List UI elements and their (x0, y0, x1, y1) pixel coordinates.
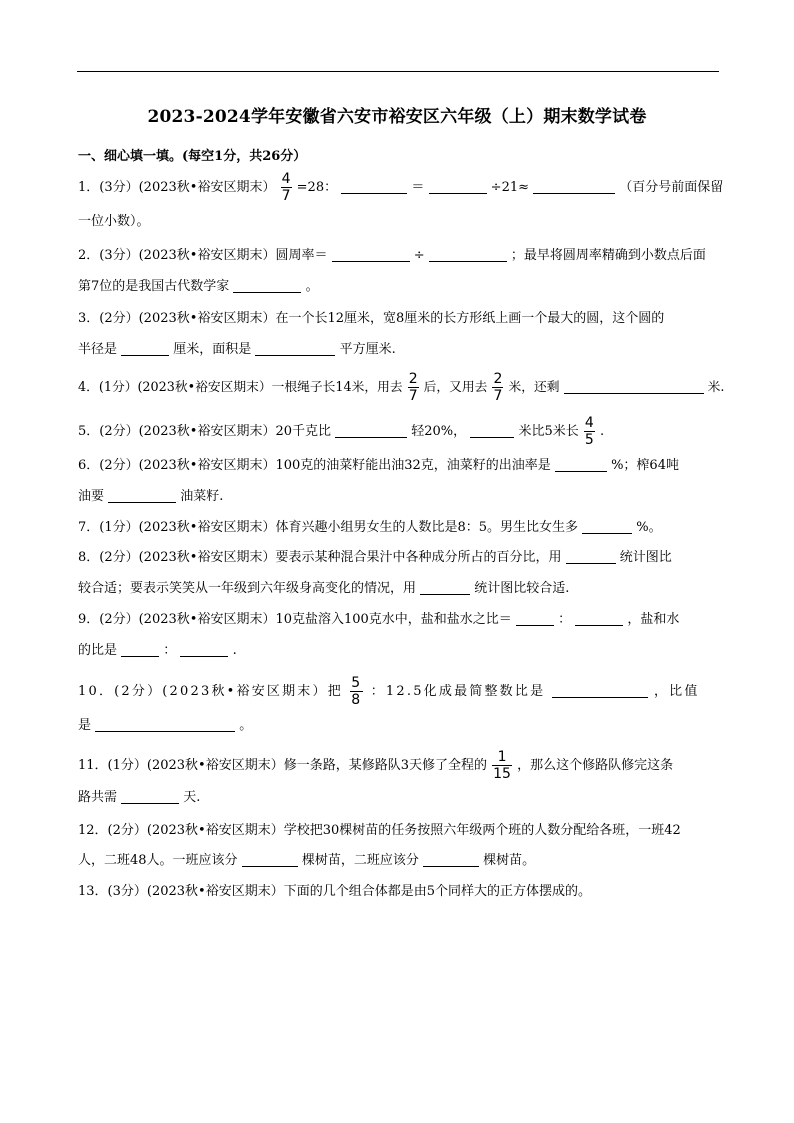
answer-blank[interactable] (533, 179, 615, 194)
fraction-2-7: $\frac{2}{7}$ (408, 371, 418, 404)
question-13-line-1: 13．(3分）(2023秋•裕安区期末）下面的几个组合体都是由5个同样大的正方体摆成的。 (78, 884, 591, 899)
question-8-line-1: 8．(2分）(2023秋•裕安区期末）要表示某种混合果汁中各种成分所占的百分比，用 统计图比 (78, 550, 672, 565)
answer-blank[interactable] (332, 247, 410, 262)
answer-blank[interactable] (420, 580, 470, 595)
fraction-4-5: $\frac{4}{5}$ (584, 415, 594, 448)
answer-blank[interactable] (95, 717, 235, 732)
question-12-line-1: 12．(2分）(2023秋•裕安区期末）学校把30棵树苗的任务按照六年级两个班的人数分配给各班，一班42 (78, 823, 681, 838)
answer-blank[interactable] (423, 852, 479, 867)
question-4-line-1: 4．(1分）(2023秋•裕安区期末）一根绳子长14米，用去 $\frac{2}{7}$ 后，又用去 $\frac{2}{7}$ 米，还剩 米. (78, 371, 725, 404)
answer-blank[interactable] (121, 341, 169, 356)
question-11-line-2: 路共需 天. (78, 790, 201, 805)
question-1-prefix: 1．(3分）(2023秋•裕安区期末） (78, 180, 276, 195)
answer-blank[interactable] (121, 642, 159, 657)
answer-blank[interactable] (121, 789, 179, 804)
question-9-line-2: 的比是 ： . (78, 643, 237, 658)
answer-blank[interactable] (335, 423, 407, 438)
question-2-line-1: 2．(3分）(2023秋•裕安区期末）圆周率＝ ÷ ；最早将圆周率精确到小数点后面 (78, 248, 706, 263)
fraction-2-7: $\frac{2}{7}$ (493, 371, 503, 404)
header-rule (77, 71, 719, 72)
question-6-line-2: 油要 油菜籽. (78, 489, 224, 504)
question-10-line-2: 是 。 (78, 718, 253, 733)
question-12-line-2: 人，二班48人。一班应该分 棵树苗，二班应该分 棵树苗。 (78, 853, 536, 868)
question-3-line-1: 3．(2分）(2023秋•裕安区期末）在一个长12厘米，宽8厘米的长方形纸上画一个最大的圆，这个圆的 (78, 311, 665, 326)
section-heading: 一、细心填一填。(每空1分，共26分） (78, 149, 307, 164)
page-title: 2023-2024学年安徽省六安市裕安区六年级（上）期末数学试卷 (147, 107, 647, 127)
fraction-4-7: $\frac{4}{7}$ (281, 171, 291, 204)
answer-blank[interactable] (108, 488, 176, 503)
answer-blank[interactable] (233, 278, 301, 293)
answer-blank[interactable] (552, 683, 648, 698)
question-8-line-2: 较合适；要表示笑笑从一年级到六年级身高变化的情况，用 统计图比较合适. (78, 581, 570, 596)
answer-blank[interactable] (470, 423, 514, 438)
question-2-line-2: 第7位的是我国古代数学家 。 (78, 279, 319, 294)
answer-blank[interactable] (564, 379, 704, 394)
fraction-5-8: $\frac{5}{8}$ (351, 675, 363, 708)
question-1-line-1: 1．(3分）(2023秋•裕安区期末） $\frac{4}{7}$ =28： ＝ ÷21≈ （百分号前面保留 (78, 171, 724, 204)
answer-blank[interactable] (555, 457, 607, 472)
question-5-line-1: 5．(2分）(2023秋•裕安区期末）20千克比 轻20%， 米比5米长 $\frac{4}{5}$ . (78, 415, 605, 448)
question-3-line-2: 半径是 厘米，面积是 平方厘米. (78, 342, 396, 357)
question-7-line-1: 7．(1分）(2023秋•裕安区期末）体育兴趣小组男女生的人数比是8：5。男生比女生多 %。 (78, 520, 662, 535)
answer-blank[interactable] (516, 611, 554, 626)
answer-blank[interactable] (242, 852, 298, 867)
answer-blank[interactable] (180, 642, 228, 657)
answer-blank[interactable] (341, 179, 407, 194)
answer-blank[interactable] (255, 341, 335, 356)
question-10-line-1: 10．(2分）(2023秋•裕安区期末）把 $\frac{5}{8}$ ：12.5化成最简整数比是 ，比值 (78, 675, 700, 708)
answer-blank[interactable] (429, 247, 507, 262)
answer-blank[interactable] (575, 611, 623, 626)
question-6-line-1: 6．(2分）(2023秋•裕安区期末）100克的油菜籽能出油32克，油菜籽的出油率是 %；榨64吨 (78, 458, 679, 473)
question-11-line-1: 11．(1分）(2023秋•裕安区期末）修一条路，某修路队3天修了全程的 $\frac{1}{15}$ ，那么这个修路队修完这条 (78, 749, 674, 782)
answer-blank[interactable] (582, 519, 632, 534)
answer-blank[interactable] (566, 549, 616, 564)
fraction-1-15: $\frac{1}{15}$ (493, 749, 511, 782)
question-9-line-1: 9．(2分）(2023秋•裕安区期末）10克盐溶入100克水中，盐和盐水之比＝ ： ，盐和水 (78, 612, 680, 627)
answer-blank[interactable] (429, 179, 487, 194)
question-1-line-2: 一位小数）。 (78, 214, 150, 229)
